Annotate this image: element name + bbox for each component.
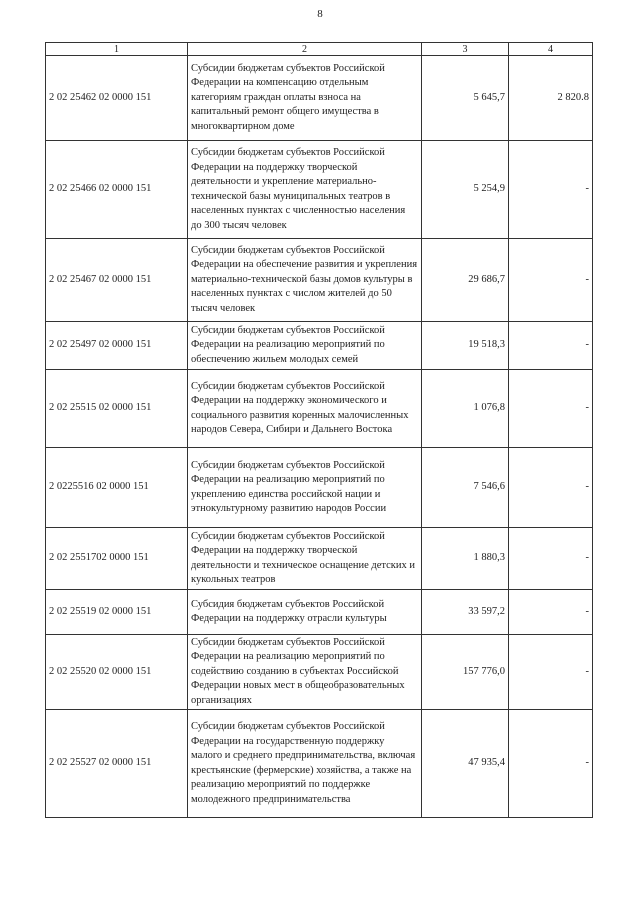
value-col4-cell: -: [509, 322, 593, 370]
value-col3-cell: 47 935,4: [422, 710, 509, 818]
value-col3-cell: 157 776,0: [422, 635, 509, 710]
description-cell: Субсидии бюджетам субъектов Российской Федерации на поддержку творческой деятельности и укрепление материально-технической базы муниципальных театров в населенных пунктах с численностью населения до 300 тысяч человек: [188, 141, 422, 239]
table-row: [46, 528, 593, 590]
value-col3-cell: 33 597,2: [422, 590, 509, 635]
value-col4-cell: -: [509, 448, 593, 528]
description-cell: Субсидии бюджетам субъектов Российской Федерации на реализацию мероприятий по укреплению единства российской нации и этнокультурному развитию народов России: [188, 448, 422, 528]
column-header-4: 4: [509, 43, 593, 56]
income-code-cell: 2 02 25466 02 0000 151: [46, 141, 188, 239]
page-number: 8: [317, 8, 323, 20]
value-col4-cell: -: [509, 370, 593, 448]
table-row: [46, 590, 593, 635]
income-code-cell: 2 02 25519 02 0000 151: [46, 590, 188, 635]
income-code-cell: 2 02 25527 02 0000 151: [46, 710, 188, 818]
income-code-cell: 2 02 25497 02 0000 151: [46, 322, 188, 370]
table-header-row: [46, 43, 593, 56]
value-col3-cell: 5 645,7: [422, 56, 509, 141]
value-col3-cell: 7 546,6: [422, 448, 509, 528]
description-cell: Субсидии бюджетам субъектов Российской Федерации на государственную поддержку малого и среднего предпринимательства, включая крестьянские (фермерские) хозяйства, а также на реализацию мероприятий по поддержке молодежного предпринимательства: [188, 710, 422, 818]
table-row: [46, 448, 593, 528]
value-col3-cell: 29 686,7: [422, 239, 509, 322]
table-row: [46, 710, 593, 818]
income-code-cell: 2 02 2551702 0000 151: [46, 528, 188, 590]
value-col4-cell: -: [509, 710, 593, 818]
description-cell: Субсидия бюджетам субъектов Российской Федерации на поддержку отрасли культуры: [188, 590, 422, 635]
table-row: [46, 322, 593, 370]
value-col4-cell: 2 820.8: [509, 56, 593, 141]
description-cell: Субсидии бюджетам субъектов Российской Федерации на реализацию мероприятий по содействию созданию в субъектах Российской Федерации новых мест в общеобразовательных организациях: [188, 635, 422, 710]
table-row: [46, 635, 593, 710]
value-col4-cell: -: [509, 635, 593, 710]
table-row: [46, 141, 593, 239]
description-cell: Субсидии бюджетам субъектов Российской Федерации на компенсацию отдельным категориям граждан оплаты взноса на капитальный ремонт общего имущества в многоквартирном доме: [188, 56, 422, 141]
value-col4-cell: -: [509, 141, 593, 239]
income-code-cell: 2 02 25515 02 0000 151: [46, 370, 188, 448]
table-row: [46, 239, 593, 322]
value-col4-cell: -: [509, 528, 593, 590]
column-header-3: 3: [422, 43, 509, 56]
table-row: [46, 56, 593, 141]
description-cell: Субсидии бюджетам субъектов Российской Федерации на обеспечение развития и укрепления материально-технической базы домов культуры в населенных пунктах с числом жителей до 50 тысяч человек: [188, 239, 422, 322]
income-code-cell: 2 02 25462 02 0000 151: [46, 56, 188, 141]
column-header-2: 2: [188, 43, 422, 56]
value-col4-cell: -: [509, 239, 593, 322]
value-col3-cell: 5 254,9: [422, 141, 509, 239]
table-row: [46, 370, 593, 448]
income-code-cell: 2 02 25467 02 0000 151: [46, 239, 188, 322]
description-cell: Субсидии бюджетам субъектов Российской Федерации на реализацию мероприятий по обеспечению жильем молодых семей: [188, 322, 422, 370]
value-col3-cell: 19 518,3: [422, 322, 509, 370]
value-col4-cell: -: [509, 590, 593, 635]
description-cell: Субсидии бюджетам субъектов Российской Федерации на поддержку экономического и социального развития коренных малочисленных народов Севера, Сибири и Дальнего Востока: [188, 370, 422, 448]
value-col3-cell: 1 880,3: [422, 528, 509, 590]
value-col3-cell: 1 076,8: [422, 370, 509, 448]
budget-table: [45, 42, 593, 818]
income-code-cell: 2 0225516 02 0000 151: [46, 448, 188, 528]
income-code-cell: 2 02 25520 02 0000 151: [46, 635, 188, 710]
column-header-1: 1: [46, 43, 188, 56]
description-cell: Субсидии бюджетам субъектов Российской Федерации на поддержку творческой деятельности и техническое оснащение детских и кукольных театров: [188, 528, 422, 590]
